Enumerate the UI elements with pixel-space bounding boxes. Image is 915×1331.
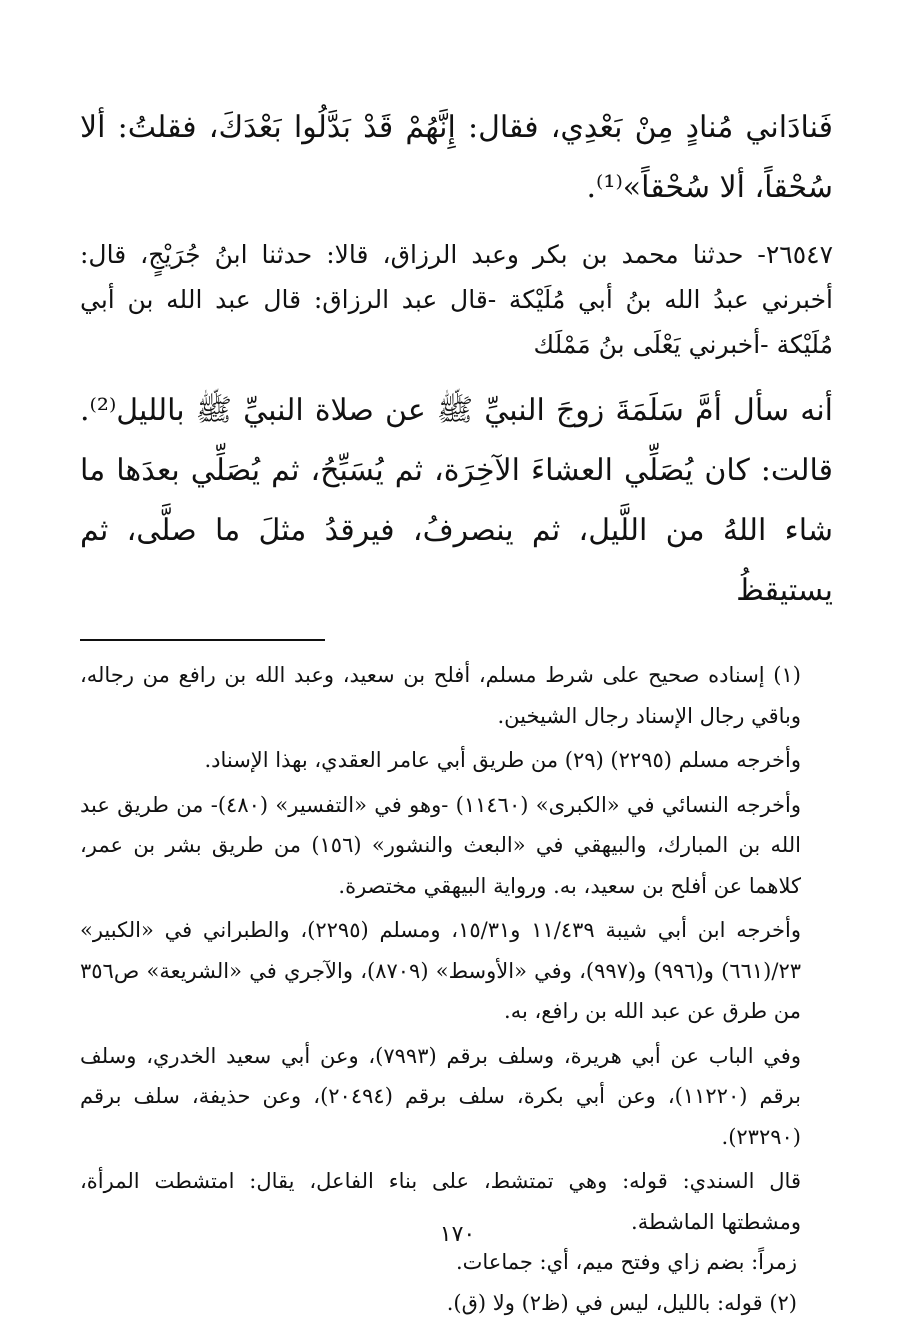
main-paragraph-3: أنه سأل أمَّ سَلَمَةَ زوجَ النبيِّ ﷺ عن صلاة النبيِّ ﷺ بالليل⁽²⁾. قالت: كان يُصَلِّي العشاءَ الآخِرَة، ثم يُسَبِّحُ، ثم يُصَلِّي بعدَها ما شاء اللهُ من اللَّيل، ثم ينصرفُ، فيرقدُ مثلَ ما صلَّى، ثم يستيقظُ <box>80 393 833 608</box>
footnote-2: (٢) قوله: بالليل، ليس في (ظ٢) ولا (ق). <box>446 1290 797 1315</box>
footnote-1: (١) إسناده صحيح على شرط مسلم، أفلح بن سعيد، وعبد الله بن رافع من رجاله، وباقي رجال الإسناد رجال الشيخين. <box>80 663 801 728</box>
footnote-1-para-3: وأخرجه النسائي في «الكبرى» (١١٤٦٠) -وهو في «التفسير» (٤٨٠)- من طريق عبد الله بن المبارك، والبيهقي في «البعث والنشور» (١٥٦) من طريق بشر بن عمر، كلاهما عن أفلح بن سعيد، به. ورواية البيهقي مختصرة. <box>80 792 801 898</box>
page-number: ١٧٠ <box>439 1222 476 1247</box>
footnote-1-para-4: وأخرجه ابن أبي شيبة ١١/٤٣٩ و١٥/٣١، ومسلم (٢٢٩٥)، والطبراني في «الكبير» ٢٣/(٦٦١) و(٩٩٦) و(٩٩٧)، وفي «الأوسط» (٨٧٠٩)، والآجري في «الشريعة» ص٣٥٦ من طرق عن عبد الله بن رافع، به. <box>80 918 802 1023</box>
main-text <box>80 98 833 621</box>
footnote-divider-wrap <box>80 639 833 641</box>
footnote-1-para-2: وأخرجه مسلم (٢٢٩٥) (٢٩) من طريق أبي عامر العقدي، بهذا الإسناد. <box>204 748 801 772</box>
main-paragraph-1: فَنادَاني مُنادٍ مِنْ بَعْدِي، فقال: إِنَّهُمْ قَدْ بَدَّلُوا بَعْدَكَ، فقلتُ: ألا سُحْقاً، ألا سُحْقاً»⁽¹⁾. <box>80 110 833 205</box>
footnote-1-para-6: قال السندي: قوله: وهي تمتشط، على بناء الفاعل، يقال: امتشطت المرأة، ومشطتها الماشطة. <box>80 1169 801 1234</box>
main-paragraph-2: ٢٦٥٤٧- حدثنا محمد بن بكر وعبد الرزاق، قالا: حدثنا ابنُ جُرَيْجٍ، قال: أخبرني عبدُ الله بنُ أبي مُلَيْكة -قال عبد الرزاق: قال عبد الله بن أبي مُلَيْكة -أخبرني يَعْلَى بنُ مَمْلَك <box>80 240 833 359</box>
footnote-1-para-5: وفي الباب عن أبي هريرة، وسلف برقم (٧٩٩٣)، وعن أبي سعيد الخدري، وسلف برقم (١١٢٢٠)، وعن أبي بكرة، سلف برقم (٢٠٤٩٤)، وعن حذيفة، سلف برقم (٢٣٢٩٠). <box>80 1043 801 1149</box>
footnote-divider <box>80 639 325 641</box>
footnote-1-para-7: زمراً: بضم زاي وفتح ميم، أي: جماعات. <box>455 1250 797 1274</box>
